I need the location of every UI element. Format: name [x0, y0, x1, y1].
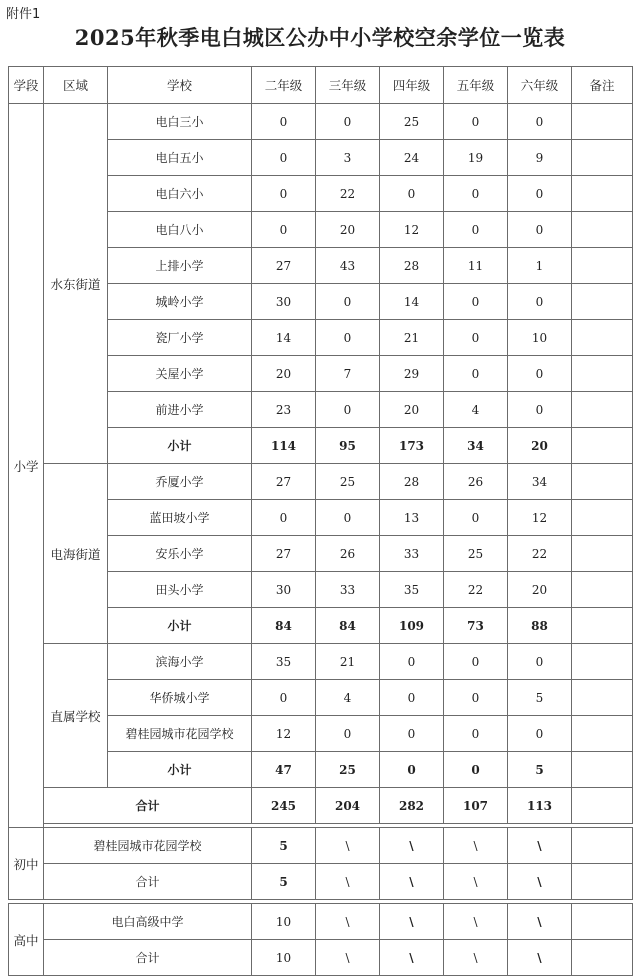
grade-5-value: 26: [444, 464, 508, 500]
grade-4-value: 0: [380, 176, 444, 212]
grade-4-value: 21: [380, 320, 444, 356]
grade-5-value: \: [444, 864, 508, 900]
remark-cell: [572, 500, 633, 536]
grade-5-value: \: [444, 904, 508, 940]
remark-cell: [572, 680, 633, 716]
grade-6-value: \: [508, 828, 572, 864]
grade-2-value: 27: [252, 536, 316, 572]
grade-4-value: 29: [380, 356, 444, 392]
grade-5-value: 25: [444, 536, 508, 572]
grade-4-value: 25: [380, 104, 444, 140]
remark-cell: [572, 536, 633, 572]
grade-2-value: 47: [252, 752, 316, 788]
grade-4-value: \: [380, 864, 444, 900]
grade-6-value: 0: [508, 176, 572, 212]
school-name: 城岭小学: [108, 284, 252, 320]
grade-5-value: 0: [444, 356, 508, 392]
total-row: [9, 864, 633, 900]
grade-5-value: 0: [444, 176, 508, 212]
header-region: 区域: [44, 67, 108, 104]
grade-2-value: 0: [252, 104, 316, 140]
subtotal-label: 小计: [108, 608, 252, 644]
remark-cell: [572, 284, 633, 320]
grade-6-value: 12: [508, 500, 572, 536]
header-grade-4: 四年级: [380, 67, 444, 104]
grade-4-value: 282: [380, 788, 444, 824]
school-name: 碧桂园城市花园学校: [108, 716, 252, 752]
grade-5-value: 11: [444, 248, 508, 284]
school-name: 电白八小: [108, 212, 252, 248]
grade-4-value: 173: [380, 428, 444, 464]
header-grade-3: 三年级: [316, 67, 380, 104]
header-row: [9, 67, 633, 104]
remark-cell: [572, 828, 633, 864]
grade-6-value: 10: [508, 320, 572, 356]
school-name: 安乐小学: [108, 536, 252, 572]
grade-3-value: 21: [316, 644, 380, 680]
grade-2-value: 5: [252, 828, 316, 864]
grade-3-value: 7: [316, 356, 380, 392]
grade-5-value: 0: [444, 104, 508, 140]
header-grade-2: 二年级: [252, 67, 316, 104]
table-row: [9, 828, 633, 864]
remark-cell: [572, 140, 633, 176]
grade-5-value: 0: [444, 212, 508, 248]
grade-6-value: 113: [508, 788, 572, 824]
grade-6-value: 0: [508, 716, 572, 752]
grade-6-value: 0: [508, 284, 572, 320]
grade-4-value: 0: [380, 716, 444, 752]
school-name: 田头小学: [108, 572, 252, 608]
grade-2-value: 114: [252, 428, 316, 464]
remark-cell: [572, 608, 633, 644]
school-name: 华侨城小学: [108, 680, 252, 716]
grade-3-value: 25: [316, 752, 380, 788]
remark-cell: [572, 104, 633, 140]
grade-2-value: 10: [252, 904, 316, 940]
grade-6-value: 22: [508, 536, 572, 572]
school-name: 蓝田坡小学: [108, 500, 252, 536]
grade-2-value: 0: [252, 680, 316, 716]
region-dianhai: 电海街道: [44, 464, 108, 644]
remark-cell: [572, 356, 633, 392]
grade-4-value: 14: [380, 284, 444, 320]
remark-cell: [572, 176, 633, 212]
grade-4-value: 109: [380, 608, 444, 644]
page-title: 2025年秋季电白城区公办中小学校空余学位一览表: [74, 25, 566, 50]
grade-3-value: \: [316, 940, 380, 976]
remark-cell: [572, 428, 633, 464]
school-name: 电白高级中学: [44, 904, 252, 940]
subtotal-label: 小计: [108, 752, 252, 788]
grade-3-value: 43: [316, 248, 380, 284]
remark-cell: [572, 752, 633, 788]
grade-5-value: 22: [444, 572, 508, 608]
grade-6-value: 0: [508, 356, 572, 392]
grade-2-value: 0: [252, 176, 316, 212]
grade-5-value: 19: [444, 140, 508, 176]
grade-3-value: 3: [316, 140, 380, 176]
grade-2-value: 20: [252, 356, 316, 392]
school-name: 关屋小学: [108, 356, 252, 392]
table-row: [9, 104, 633, 140]
grade-4-value: \: [380, 828, 444, 864]
grade-5-value: 0: [444, 644, 508, 680]
header-school: 学校: [108, 67, 252, 104]
grade-5-value: 0: [444, 752, 508, 788]
grade-3-value: 0: [316, 104, 380, 140]
grade-6-value: \: [508, 940, 572, 976]
remark-cell: [572, 940, 633, 976]
header-grade-5: 五年级: [444, 67, 508, 104]
grade-2-value: 23: [252, 392, 316, 428]
grade-4-value: 33: [380, 536, 444, 572]
grade-3-value: 26: [316, 536, 380, 572]
grade-5-value: \: [444, 828, 508, 864]
grade-4-value: 13: [380, 500, 444, 536]
grade-3-value: 0: [316, 500, 380, 536]
grade-3-value: 0: [316, 284, 380, 320]
grade-3-value: \: [316, 904, 380, 940]
grade-6-value: 5: [508, 680, 572, 716]
grade-5-value: 4: [444, 392, 508, 428]
grade-6-value: 0: [508, 212, 572, 248]
grade-6-value: 5: [508, 752, 572, 788]
grade-5-value: 73: [444, 608, 508, 644]
grade-2-value: 0: [252, 140, 316, 176]
header-grade-6: 六年级: [508, 67, 572, 104]
grade-4-value: \: [380, 940, 444, 976]
grade-5-value: 0: [444, 680, 508, 716]
grade-2-value: 5: [252, 864, 316, 900]
grade-6-value: \: [508, 904, 572, 940]
grade-2-value: 27: [252, 248, 316, 284]
grade-6-value: 20: [508, 428, 572, 464]
stage-middle: 初中: [9, 828, 44, 900]
total-label: 合计: [44, 864, 252, 900]
total-row: [9, 940, 633, 976]
grade-2-value: 35: [252, 644, 316, 680]
grade-5-value: 0: [444, 320, 508, 356]
grade-3-value: 25: [316, 464, 380, 500]
grade-2-value: 0: [252, 500, 316, 536]
grade-6-value: 0: [508, 644, 572, 680]
grade-3-value: 0: [316, 716, 380, 752]
grade-6-value: 1: [508, 248, 572, 284]
grade-6-value: \: [508, 864, 572, 900]
school-name: 碧桂园城市花园学校: [44, 828, 252, 864]
grade-2-value: 14: [252, 320, 316, 356]
grade-2-value: 245: [252, 788, 316, 824]
grade-6-value: 20: [508, 572, 572, 608]
grade-6-value: 9: [508, 140, 572, 176]
school-name: 乔厦小学: [108, 464, 252, 500]
grade-6-value: 0: [508, 104, 572, 140]
grade-3-value: 0: [316, 392, 380, 428]
school-name: 前进小学: [108, 392, 252, 428]
grade-2-value: 12: [252, 716, 316, 752]
grade-3-value: 95: [316, 428, 380, 464]
grade-4-value: 24: [380, 140, 444, 176]
total-label: 合计: [44, 788, 252, 824]
grade-5-value: 0: [444, 500, 508, 536]
school-name: 滨海小学: [108, 644, 252, 680]
grade-3-value: 33: [316, 572, 380, 608]
grade-5-value: 34: [444, 428, 508, 464]
table-row: [9, 904, 633, 940]
remark-cell: [572, 904, 633, 940]
grade-2-value: 30: [252, 284, 316, 320]
grade-6-value: 34: [508, 464, 572, 500]
remark-cell: [572, 320, 633, 356]
attachment-label: 附件1: [6, 7, 41, 22]
grade-3-value: 22: [316, 176, 380, 212]
grade-6-value: 0: [508, 392, 572, 428]
grade-3-value: 204: [316, 788, 380, 824]
grade-2-value: 27: [252, 464, 316, 500]
school-name: 电白五小: [108, 140, 252, 176]
grade-5-value: 0: [444, 716, 508, 752]
school-name: 电白六小: [108, 176, 252, 212]
remark-cell: [572, 788, 633, 824]
region-direct: 直属学校: [44, 644, 108, 788]
grade-6-value: 88: [508, 608, 572, 644]
table-row: [9, 464, 633, 500]
remark-cell: [572, 248, 633, 284]
school-name: 电白三小: [108, 104, 252, 140]
grade-3-value: \: [316, 864, 380, 900]
total-label: 合计: [44, 940, 252, 976]
grade-4-value: 0: [380, 752, 444, 788]
remark-cell: [572, 644, 633, 680]
school-name: 上排小学: [108, 248, 252, 284]
grade-4-value: \: [380, 904, 444, 940]
stage-primary: 小学: [9, 104, 44, 828]
grade-3-value: \: [316, 828, 380, 864]
total-row: [9, 788, 633, 824]
remark-cell: [572, 572, 633, 608]
grade-2-value: 30: [252, 572, 316, 608]
grade-5-value: \: [444, 940, 508, 976]
vacancy-table: [8, 66, 633, 976]
table-row: [9, 644, 633, 680]
grade-3-value: 0: [316, 320, 380, 356]
grade-4-value: 35: [380, 572, 444, 608]
remark-cell: [572, 716, 633, 752]
grade-2-value: 10: [252, 940, 316, 976]
grade-2-value: 84: [252, 608, 316, 644]
grade-4-value: 0: [380, 680, 444, 716]
remark-cell: [572, 212, 633, 248]
grade-3-value: 4: [316, 680, 380, 716]
remark-cell: [572, 464, 633, 500]
remark-cell: [572, 392, 633, 428]
grade-3-value: 84: [316, 608, 380, 644]
grade-5-value: 107: [444, 788, 508, 824]
region-shuidong: 水东街道: [44, 104, 108, 464]
remark-cell: [572, 864, 633, 900]
subtotal-label: 小计: [108, 428, 252, 464]
grade-5-value: 0: [444, 284, 508, 320]
grade-4-value: 12: [380, 212, 444, 248]
header-stage: 学段: [9, 67, 44, 104]
grade-4-value: 28: [380, 464, 444, 500]
grade-3-value: 20: [316, 212, 380, 248]
school-name: 瓷厂小学: [108, 320, 252, 356]
grade-4-value: 20: [380, 392, 444, 428]
stage-high: 高中: [9, 904, 44, 976]
grade-2-value: 0: [252, 212, 316, 248]
grade-4-value: 0: [380, 644, 444, 680]
grade-4-value: 28: [380, 248, 444, 284]
header-remark: 备注: [572, 67, 633, 104]
